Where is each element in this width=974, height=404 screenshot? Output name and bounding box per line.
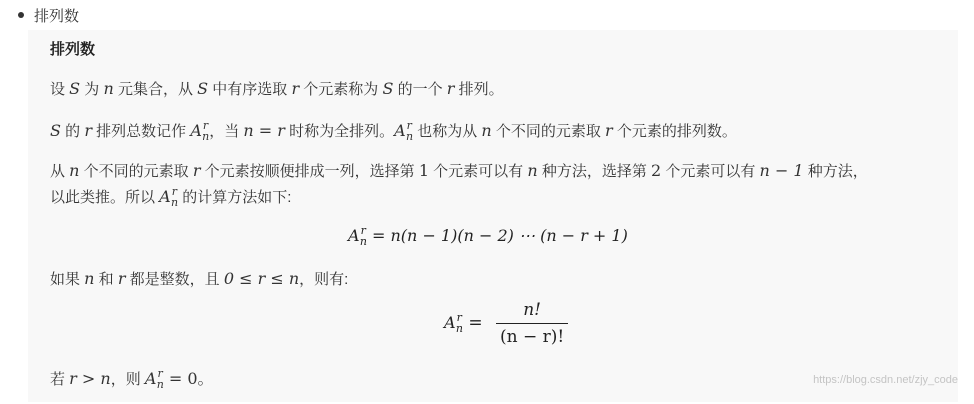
math-var: r [84, 121, 92, 140]
math-var: r [605, 121, 613, 140]
text: 的 [60, 123, 85, 140]
text: 设 [50, 81, 70, 98]
paragraph-condition [50, 268, 348, 291]
math-var: n [84, 269, 95, 288]
text: 如果 [50, 271, 85, 288]
text: 个元素可以有 [429, 163, 528, 180]
math-var: n [103, 79, 114, 98]
bullet-icon [18, 12, 24, 18]
text: 个元素按顺便排成一列，选择第 [200, 163, 419, 180]
math-var: r [117, 269, 126, 288]
paragraph-notation [50, 120, 737, 144]
math-expr: r > n [69, 369, 111, 388]
text: ，则 [110, 371, 145, 388]
paragraph-derivation [50, 160, 868, 183]
text: 个元素称为 [299, 81, 383, 98]
text: 也称为从 [413, 123, 482, 140]
math-num: 2 [651, 161, 662, 180]
list-item [18, 7, 79, 27]
math-var: r [446, 79, 455, 98]
content-panel [28, 30, 958, 402]
math-var: r [291, 79, 300, 98]
formula-factorial: $A^r_n$ = $\frac{n!}{(n - r)!}$ [444, 300, 568, 347]
math-var: S [50, 121, 61, 140]
text: 元集合，从 [113, 81, 198, 98]
math-var: S [69, 79, 81, 98]
section-heading: 排列数 [50, 41, 96, 58]
math-A: $A^r_n$ [394, 119, 414, 143]
watermark: https://blog.csdn.net/zjy_code [813, 374, 958, 386]
paragraph-method [50, 186, 291, 210]
text: 种方法， [803, 163, 868, 180]
text: 都是整数，且 [125, 271, 224, 288]
math-var: n [69, 161, 80, 180]
text: 个元素可以有 [661, 163, 760, 180]
math-A: $A^r_n$ [159, 185, 179, 209]
text: 个不同的元素取 [79, 163, 193, 180]
math-var: r [192, 161, 201, 180]
text: 中有序选取 [208, 81, 292, 98]
text: ，当 [209, 123, 244, 140]
formula-product: $A^r_n = n(n - 1)(n - 2)$ ⋯ (n − r + 1) [348, 224, 628, 248]
text: 以此类推。所以 [50, 189, 160, 206]
text: 种方法，选择第 [537, 163, 652, 180]
math-A: $A^r_n$ [144, 367, 164, 391]
math-var: S [382, 79, 394, 98]
text: = 0。 [163, 369, 214, 388]
list-item-label: 排列数 [34, 8, 80, 25]
text: 为 [80, 81, 104, 98]
math-expr: n = r [243, 121, 285, 140]
paragraph-definition [50, 78, 504, 101]
math-expr: n − 1 [759, 161, 804, 180]
text: 排列总数记作 [91, 123, 191, 140]
text: 若 [50, 371, 70, 388]
math-var: n [527, 161, 538, 180]
fraction [496, 300, 568, 347]
text: 个元素的排列数。 [612, 123, 737, 140]
text: 时称为全排列。 [284, 123, 395, 140]
text: 个不同的元素取 [491, 123, 606, 140]
fraction-numerator: n! [496, 300, 568, 324]
text: 从 [50, 163, 70, 180]
text: 排列。 [454, 81, 504, 98]
math-A: $A^r_n$ [190, 119, 210, 143]
paragraph-edge-case [50, 368, 214, 392]
fraction-denominator: (n − r)! [499, 327, 565, 347]
text: 的一个 [393, 81, 447, 98]
math-expr: 0 ≤ r ≤ n [223, 269, 300, 288]
math-var: n [481, 121, 492, 140]
math-num: 1 [418, 161, 430, 180]
text: 的计算方法如下: [178, 189, 292, 206]
text: ，则有: [299, 271, 349, 288]
math-var: S [197, 79, 209, 98]
text: 和 [94, 271, 118, 288]
